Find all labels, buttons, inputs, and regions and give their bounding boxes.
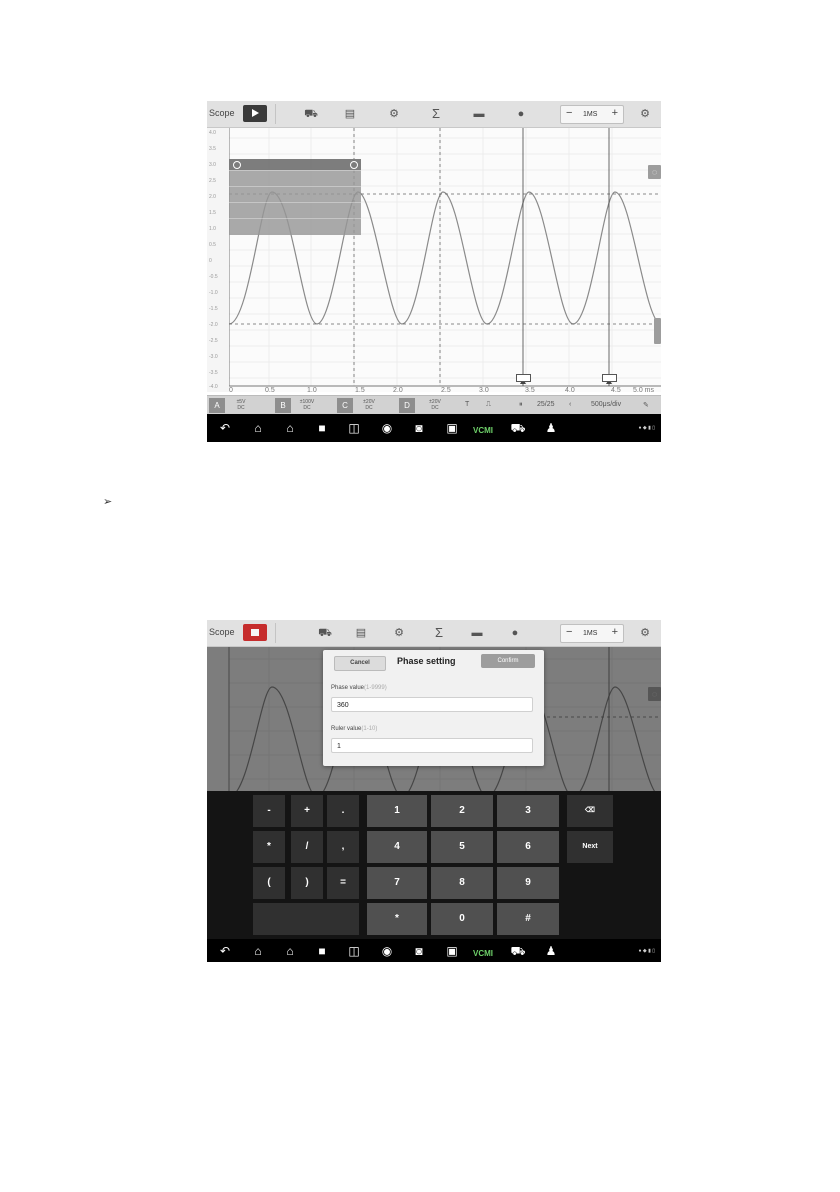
next-button[interactable]: Next — [567, 831, 613, 863]
trigger-count: 25/25 — [537, 401, 555, 408]
channel-a-coupling: DC — [237, 405, 245, 411]
key-asterisk[interactable]: * — [253, 831, 285, 863]
back-icon[interactable]: ↶ — [219, 944, 231, 958]
ruler-value-input[interactable]: 1 — [331, 738, 533, 753]
system-nav-bar — [207, 414, 661, 442]
x-tick: 2.0 — [393, 387, 403, 394]
channel-bar — [207, 395, 661, 415]
pen-icon[interactable]: ✎ — [643, 402, 649, 409]
channel-a-settings[interactable] — [227, 399, 255, 411]
zoom-in-button[interactable]: + — [611, 626, 618, 638]
key-1[interactable]: 1 — [367, 795, 427, 827]
folder-icon[interactable]: ▬ — [471, 627, 483, 639]
car-icon[interactable]: ⛟ — [510, 944, 526, 958]
x-tick: 2.5 — [441, 387, 451, 394]
channel-c-coupling: DC — [365, 405, 373, 411]
home-icon[interactable]: ⌂ — [254, 421, 262, 435]
y-tick: -4.0 — [209, 384, 218, 390]
zoom-value: 1MS — [583, 111, 598, 118]
trigger-pause-icon[interactable]: ⏸ — [519, 401, 523, 408]
y-tick: 0 — [209, 258, 212, 264]
y-tick: 3.0 — [209, 162, 216, 168]
channel-c-button[interactable]: C — [337, 398, 353, 413]
preset-icon[interactable]: ▤ — [355, 627, 367, 639]
split-screen-icon[interactable]: ◫ — [348, 944, 360, 958]
key-star[interactable]: * — [367, 903, 427, 935]
ruler-hint: (1-10) — [361, 726, 378, 732]
ruler-value-label — [331, 726, 377, 732]
house-icon[interactable]: ⌂ — [286, 944, 294, 958]
measurement-panel — [229, 159, 361, 235]
key-0[interactable]: 0 — [431, 903, 493, 935]
vcm-icon[interactable]: VCMI — [473, 949, 493, 958]
screen-record-icon[interactable]: ▣ — [446, 944, 458, 958]
trigger-mode-icon[interactable]: T — [465, 401, 470, 408]
key-period[interactable]: . — [327, 795, 359, 827]
confirm-button[interactable]: Confirm — [481, 654, 535, 668]
key-3[interactable]: 3 — [497, 795, 559, 827]
key-2[interactable]: 2 — [431, 795, 493, 827]
trigger-edge-icon[interactable]: ⎍ — [486, 401, 491, 408]
sigma-icon[interactable]: Σ — [434, 625, 444, 640]
y-tick: -3.0 — [209, 354, 218, 360]
channel-b-coupling: DC — [303, 405, 311, 411]
y-tick: -3.5 — [209, 370, 218, 376]
channel-c-settings[interactable] — [355, 399, 383, 411]
key-8[interactable]: 8 — [431, 867, 493, 899]
preset-icon[interactable]: ▤ — [344, 108, 356, 120]
key-6[interactable]: 6 — [497, 831, 559, 863]
dialog-title: Phase setting — [397, 656, 456, 666]
back-icon[interactable]: ↶ — [219, 421, 231, 435]
x-tick: 3.0 — [479, 387, 489, 394]
scope-screenshot-waveform — [207, 101, 661, 442]
numeric-keyboard — [207, 791, 661, 939]
play-button[interactable] — [243, 105, 267, 122]
channel-d-button[interactable]: D — [399, 398, 415, 413]
home-icon[interactable]: ⌂ — [254, 944, 262, 958]
browser-icon[interactable]: ◉ — [381, 421, 393, 435]
channel-c-range: ±20V — [363, 399, 375, 405]
user-icon[interactable]: ♟ — [545, 944, 557, 958]
x-tick: 5.0 ms — [633, 387, 655, 394]
y-tick: -0.5 — [209, 274, 218, 280]
y-axis — [207, 128, 229, 392]
status-area-icons: ● ◆ ▮ ▯ — [638, 425, 655, 431]
x-tick: 1.5 — [355, 387, 365, 394]
zoom-out-button[interactable]: − — [566, 107, 573, 119]
key-5[interactable]: 5 — [431, 831, 493, 863]
key-comma[interactable]: , — [327, 831, 359, 863]
key-7[interactable]: 7 — [367, 867, 427, 899]
backspace-icon[interactable]: ⌫ — [567, 795, 613, 827]
ruler-flag-2[interactable] — [602, 374, 617, 382]
car-icon[interactable]: ⛟ — [510, 421, 526, 435]
waveform-plot[interactable] — [207, 128, 661, 392]
channel-b-button[interactable]: B — [275, 398, 291, 413]
folder-icon[interactable]: ▬ — [473, 108, 485, 120]
lightbulb-icon[interactable]: ◌ — [648, 165, 661, 179]
toolbar-divider — [275, 104, 276, 124]
timebase-value[interactable]: 500μs/div — [591, 401, 622, 408]
phase-hint: (1-9999) — [364, 685, 387, 691]
browser-icon[interactable]: ◉ — [381, 944, 393, 958]
status-area-icons: ● ◆ ▮ ▯ — [638, 948, 655, 954]
y-tick: -2.5 — [209, 338, 218, 344]
zoom-in-button[interactable]: + — [611, 107, 618, 119]
phase-value-label — [331, 685, 387, 691]
split-screen-icon[interactable]: ◫ — [348, 421, 360, 435]
zoom-out-button[interactable]: − — [566, 626, 573, 638]
timebase-zoom-control[interactable] — [560, 624, 624, 643]
y-tick: 1.0 — [209, 226, 216, 232]
phase-setting-dialog — [323, 650, 544, 766]
y-tick: -1.5 — [209, 306, 218, 312]
space-key[interactable] — [253, 903, 359, 935]
recent-apps-icon[interactable]: ■ — [318, 421, 326, 435]
stop-button[interactable] — [243, 624, 267, 641]
x-tick: 4.5 — [611, 387, 621, 394]
x-tick: 3.5 — [525, 387, 535, 394]
y-tick: 3.5 — [209, 146, 216, 152]
key-open-paren[interactable]: ( — [253, 867, 285, 899]
y-tick: -1.0 — [209, 290, 218, 296]
x-tick: 0 — [229, 387, 233, 394]
vcm-icon[interactable]: VCMI — [473, 426, 493, 435]
channel-b-settings[interactable] — [293, 399, 321, 411]
channel-b-range: ±100V — [299, 399, 315, 405]
y-tick: -2.0 — [209, 322, 218, 328]
settings-icon[interactable]: ⚙ — [640, 627, 650, 639]
channel-a-button[interactable]: A — [209, 398, 225, 413]
ruler-label-text: Ruler value — [331, 726, 362, 732]
scope-screenshot-phase-setting — [207, 620, 661, 962]
y-tick: 2.0 — [209, 194, 216, 200]
screen-record-icon[interactable]: ▣ — [446, 421, 458, 435]
panel-close-icon[interactable] — [350, 161, 358, 169]
vehicle-icon[interactable]: ⛟ — [304, 108, 318, 120]
user-icon[interactable]: ♟ — [545, 421, 557, 435]
settings-icon[interactable]: ⚙ — [640, 108, 650, 120]
timebase-zoom-control[interactable] — [560, 105, 624, 124]
cancel-button[interactable]: Cancel — [334, 656, 386, 671]
key-hash[interactable]: # — [497, 903, 559, 935]
bullet-arrow: ➢ — [103, 496, 113, 508]
gear-icon[interactable]: ⚙ — [389, 108, 399, 120]
camera-icon[interactable]: ◙ — [415, 421, 423, 435]
y-tick: 2.5 — [209, 178, 216, 184]
vehicle-icon[interactable]: ⛟ — [318, 627, 332, 639]
x-tick: 1.0 — [307, 387, 317, 394]
scope-toolbar — [207, 620, 661, 647]
app-title: Scope — [209, 108, 235, 118]
key-9[interactable]: 9 — [497, 867, 559, 899]
x-tick: 4.0 — [565, 387, 575, 394]
recent-apps-icon[interactable]: ■ — [318, 944, 326, 958]
toolbar-divider — [275, 623, 276, 643]
ruler-flag-1[interactable] — [516, 374, 531, 382]
y-tick: 0.5 — [209, 242, 216, 248]
timebase-prev-icon[interactable]: ‹ — [569, 401, 572, 408]
channel-d-coupling: DC — [431, 405, 439, 411]
panel-collapse-icon[interactable] — [233, 161, 241, 169]
help-icon[interactable]: ● — [517, 108, 525, 120]
help-icon[interactable]: ● — [511, 627, 519, 639]
house-icon[interactable]: ⌂ — [286, 421, 294, 435]
channel-a-range: ±5V — [236, 399, 246, 405]
app-title: Scope — [209, 627, 235, 637]
y-tick: 1.5 — [209, 210, 216, 216]
zoom-value: 1MS — [583, 630, 598, 637]
key-close-paren[interactable]: ) — [291, 867, 323, 899]
channel-d-settings[interactable] — [421, 399, 449, 411]
key-slash[interactable]: / — [291, 831, 323, 863]
channel-d-range: ±20V — [429, 399, 441, 405]
key-4[interactable]: 4 — [367, 831, 427, 863]
x-tick: 0.5 — [265, 387, 275, 394]
key-equals[interactable]: = — [327, 867, 359, 899]
phase-label-text: Phase value — [331, 685, 365, 691]
trigger-level-handle[interactable] — [654, 318, 661, 344]
sigma-icon[interactable]: Σ — [431, 106, 441, 121]
y-tick: 4.0 — [209, 130, 216, 136]
gear-icon[interactable]: ⚙ — [394, 627, 404, 639]
scope-toolbar — [207, 101, 661, 128]
phase-value-input[interactable]: 360 — [331, 697, 533, 712]
system-nav-bar — [207, 939, 661, 962]
camera-icon[interactable]: ◙ — [415, 944, 423, 958]
key-plus[interactable]: + — [291, 795, 323, 827]
key-minus[interactable]: - — [253, 795, 285, 827]
